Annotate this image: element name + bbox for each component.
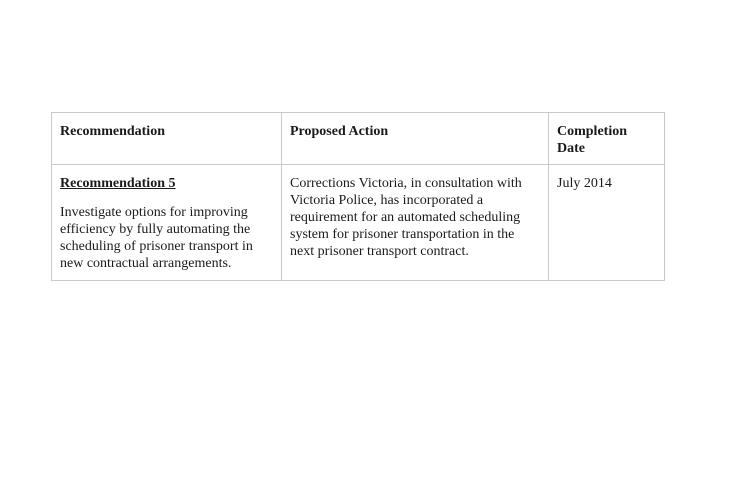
table-row	[52, 165, 665, 281]
recommendation-cell	[52, 165, 282, 281]
recommendation-text: Investigate options for improving efficiency by fully automating the scheduling of prisoner transport in new contractual arrangements.	[60, 205, 253, 271]
completion-date-text: July 2014	[557, 176, 612, 191]
recommendation-title: Recommendation 5	[60, 176, 176, 191]
recommendations-table	[51, 112, 665, 281]
proposed-action-text: Corrections Victoria, in consultation with Victoria Police, has incorporated a requirement for an automated scheduling system for prisoner transportation in the next prisoner transport contract.	[290, 176, 522, 259]
table-header-row	[52, 113, 665, 165]
header-completion-date: Completion Date	[549, 113, 665, 165]
proposed-action-cell	[282, 165, 549, 281]
completion-date-cell	[549, 165, 665, 281]
header-proposed-action: Proposed Action	[282, 113, 549, 165]
header-recommendation: Recommendation	[52, 113, 282, 165]
